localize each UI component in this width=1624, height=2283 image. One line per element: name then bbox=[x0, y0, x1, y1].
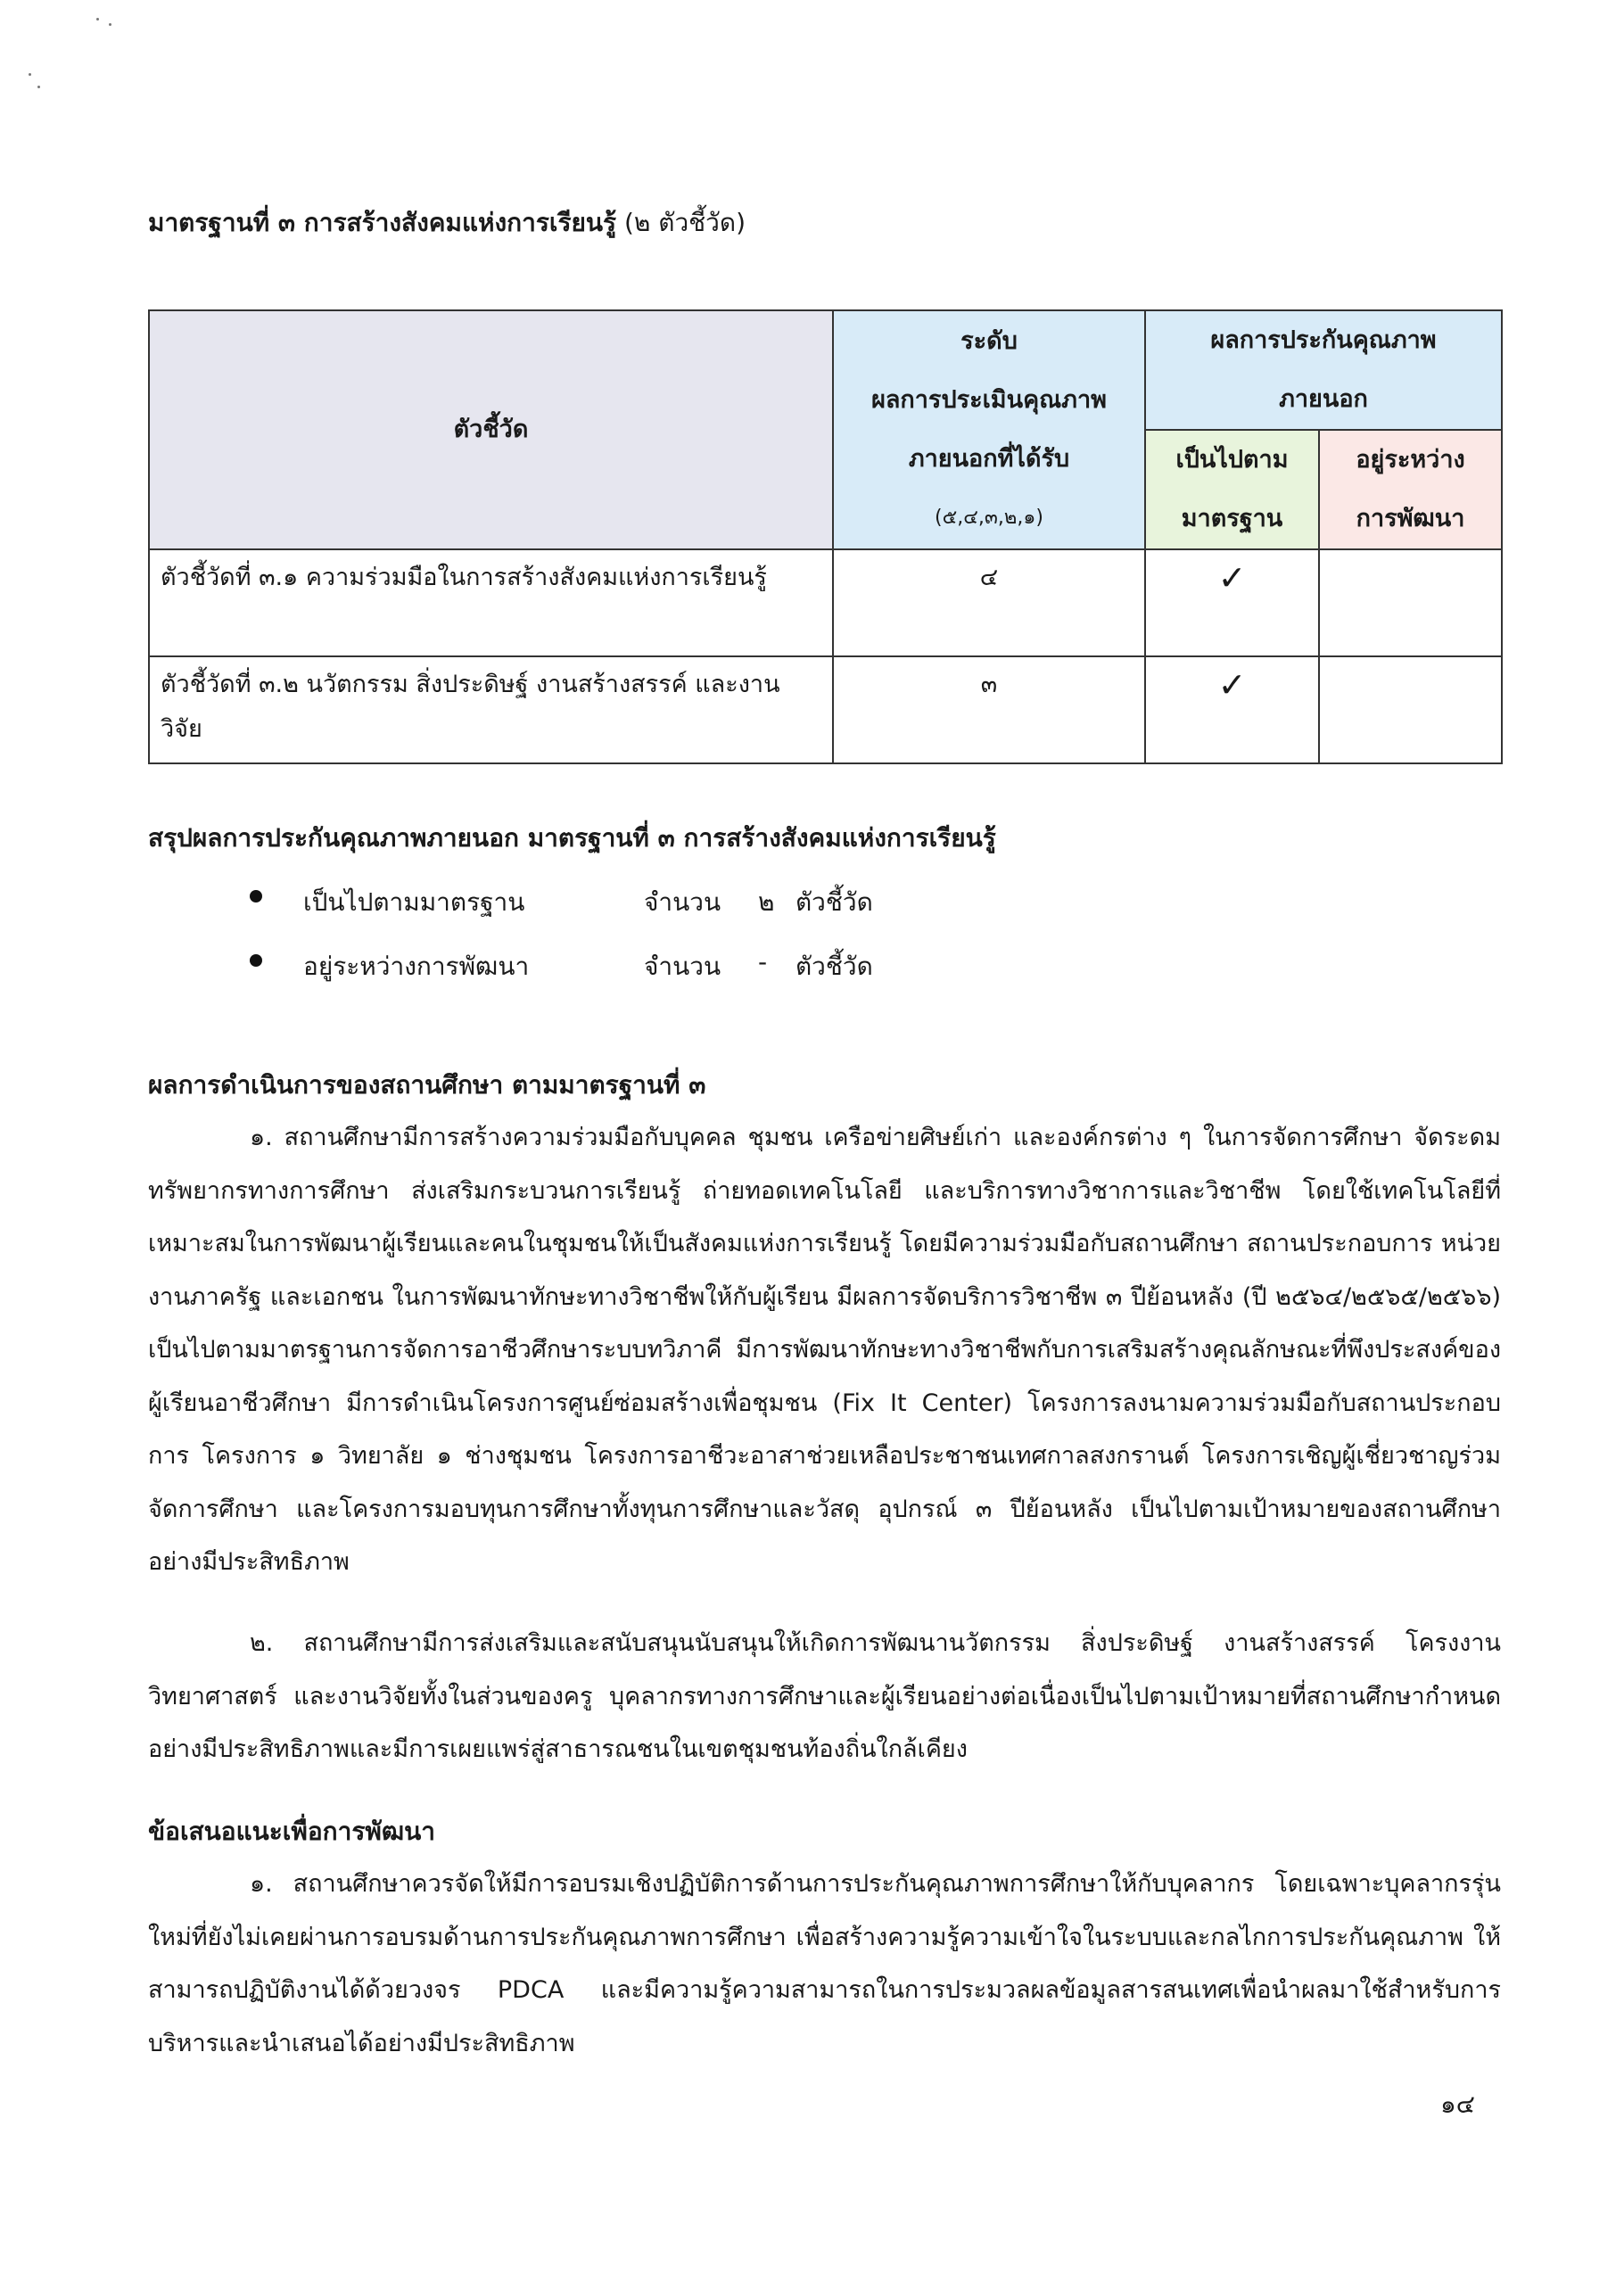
summary-count: ๒ bbox=[758, 887, 775, 917]
scan-speck bbox=[29, 73, 31, 76]
checkmark-icon: ✓ bbox=[1145, 549, 1319, 656]
header-level-line: ผลการประเมินคุณภาพ bbox=[871, 386, 1107, 414]
operations-paragraph: ๑. สถานศึกษามีการสร้างความร่วมมือกับบุคคล ชุมชน เครือข่ายศิษย์เก่า และองค์กรต่าง ๆ ในการจัดการศึกษา จัดระดมทรัพยากรทางการศึกษา ส่งเสริมกระบวนการเรียนรู้ ถ่ายทอดเทคโนโลยี และบริการทางวิชาการและวิชาชีพ โดยใช้เทคโนโลยีที่เหมาะสมในการพัฒนาผู้เรียนและคนในชุมชนให้เป็นสังคมแห่งการเรียนรู้ โดยมีความร่วมมือกับสถานศึกษา สถานประกอบการ หน่วยงานภาครัฐ และเอกชน ในการพัฒนาทักษะทางวิชาชีพให้กับผู้เรียน มีผลการจัดบริการวิชาชีพ ๓ ปีย้อนหลัง (ปี ๒๕๖๔/๒๕๖๕/๒๕๖๖) เป็นไปตามมาตรฐานการจัดการอาชีวศึกษาระบบทวิภาคี มีการพัฒนาทักษะทางวิชาชีพกับการเสริมสร้างคุณลักษณะที่พึงประสงค์ของผู้เรียนอาชีวศึกษา มีการดำเนินโครงการศูนย์ซ่อมสร้างเพื่อชุมชน (Fix It Center) โครงการลงนามความร่วมมือกับสถานประกอบการ โครงการ ๑ วิทยาลัย ๑ ช่างชุมชน โครงการอาชีวะอาสาช่วยเหลือประชาชนเทศกาลสงกรานต์ โครงการเชิญผู้เชี่ยวชาญร่วมจัดการศึกษา และโครงการมอบทุนการศึกษาทั้งทุนการศึกษาและวัสดุ อุปกรณ์ ๓ ปีย้อนหลัง เป็นไปตามเป้าหมายของสถานศึกษาอย่างมีประสิทธิภาพ bbox=[148, 1124, 1501, 1576]
summary-title: สรุปผลการประกันคุณภาพภายนอก มาตรฐานที่ ๓ การสร้างสังคมแห่งการเรียนรู้ bbox=[148, 823, 996, 853]
scan-speck bbox=[37, 86, 40, 88]
header-developing-line: อยู่ระหว่าง bbox=[1356, 446, 1465, 474]
checkmark-icon: ✓ bbox=[1145, 656, 1319, 763]
header-meets-standard bbox=[1145, 430, 1319, 549]
indicator-cell: ตัวชี้วัดที่ ๓.๑ ความร่วมมือในการสร้างสังคมแห่งการเรียนรู้ bbox=[149, 549, 833, 656]
standard-heading bbox=[148, 203, 746, 243]
header-level-line: ระดับ bbox=[960, 327, 1018, 355]
header-level-scale: (๕,๔,๓,๒,๑) bbox=[935, 507, 1043, 529]
header-result-line: ผลการประกันคุณภาพ bbox=[1210, 326, 1437, 354]
page-number: ๑๔ bbox=[1440, 2089, 1475, 2119]
indicator-cell: ตัวชี้วัดที่ ๓.๒ นวัตกรรม สิ่งประดิษฐ์ งานสร้างสรรค์ และงานวิจัย bbox=[149, 656, 833, 763]
scan-speck bbox=[109, 23, 111, 26]
table-row bbox=[149, 549, 1502, 656]
developing-cell bbox=[1319, 656, 1502, 763]
bullet-icon bbox=[250, 890, 262, 902]
summary-item-label: เป็นไปตามมาตรฐาน bbox=[303, 887, 525, 917]
header-result-line: ภายนอก bbox=[1279, 385, 1368, 413]
bullet-icon bbox=[250, 954, 262, 967]
level-cell: ๔ bbox=[833, 549, 1145, 656]
standard-heading-count: (๒ ตัวชี้วัด) bbox=[616, 208, 746, 237]
summary-item-label: อยู่ระหว่างการพัฒนา bbox=[303, 952, 530, 981]
operations-paragraph: ๒. สถานศึกษามีการส่งเสริมและสนับสนุนนับสนุนให้เกิดการพัฒนานวัตกรรม สิ่งประดิษฐ์ งานสร้างสรรค์ โครงงานวิทยาศาสตร์ และงานวิจัยทั้งในส่วนของครู บุคลากรทางการศึกษาและผู้เรียนอย่างต่อเนื่องเป็นไปตามเป้าหมายที่สถานศึกษากำหนดอย่างมีประสิทธิภาพและมีการเผยแพร่สู่สาธารณชนในเขตชุมชนท้องถิ่นใกล้เคียง bbox=[148, 1629, 1501, 1763]
scan-speck bbox=[96, 18, 99, 21]
assessment-table bbox=[148, 309, 1503, 764]
recommendations-title: ข้อเสนอแนะเพื่อการพัฒนา bbox=[148, 1817, 435, 1846]
operations-title: ผลการดำเนินการของสถานศึกษา ตามมาตรฐานที่ ๓ bbox=[148, 1070, 706, 1100]
header-meets-line: มาตรฐาน bbox=[1181, 505, 1283, 532]
summary-unit: ตัวชี้วัด bbox=[796, 887, 873, 917]
header-indicator: ตัวชี้วัด bbox=[149, 310, 833, 549]
header-meets-line: เป็นไปตาม bbox=[1175, 446, 1289, 474]
header-quality-result bbox=[1145, 310, 1502, 430]
table-row bbox=[149, 656, 1502, 763]
standard-heading-title: มาตรฐานที่ ๓ การสร้างสังคมแห่งการเรียนรู้ bbox=[148, 208, 617, 237]
header-assessment-level bbox=[833, 310, 1145, 549]
summary-count: - bbox=[758, 947, 768, 977]
summary-count-label: จำนวน bbox=[644, 952, 721, 981]
header-developing-line: การพัฒนา bbox=[1356, 505, 1465, 532]
level-cell: ๓ bbox=[833, 656, 1145, 763]
developing-cell bbox=[1319, 549, 1502, 656]
recommendations-paragraph: ๑. สถานศึกษาควรจัดให้มีการอบรมเชิงปฏิบัติการด้านการประกันคุณภาพการศึกษาให้กับบุคลากร โดยเฉพาะบุคลากรรุ่นใหม่ที่ยังไม่เคยผ่านการอบรมด้านการประกันคุณภาพการศึกษา เพื่อสร้างความรู้ความเข้าใจในระบบและกลไกการประกันคุณภาพ ให้สามารถปฏิบัติงานได้ด้วยวงจร PDCA และมีความรู้ความสามารถในการประมวลผลข้อมูลสารสนเทศเพื่อนำผลมาใช้สำหรับการบริหารและนำเสนอได้อย่างมีประสิทธิภาพ bbox=[148, 1870, 1501, 2057]
header-developing bbox=[1319, 430, 1502, 549]
summary-count-label: จำนวน bbox=[644, 887, 721, 917]
header-level-line: ภายนอกที่ได้รับ bbox=[908, 445, 1070, 473]
summary-unit: ตัวชี้วัด bbox=[796, 952, 873, 981]
